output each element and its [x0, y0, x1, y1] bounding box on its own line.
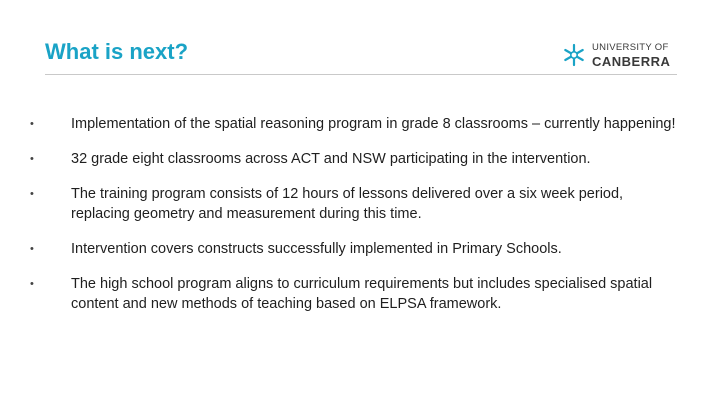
- bullet-marker: •: [30, 278, 34, 290]
- bullet-text: Intervention covers constructs successfully implemented in Primary Schools.: [71, 241, 562, 257]
- bullet-item: [30, 114, 680, 134]
- slide-title: What is next?: [45, 39, 189, 64]
- bullet-marker: •: [30, 118, 34, 130]
- logo-text-university-of: UNIVERSITY OF: [592, 42, 669, 53]
- logo-text-canberra: CANBERRA: [592, 54, 671, 69]
- bullet-marker: •: [30, 243, 34, 255]
- snowflake-star-icon: [562, 43, 586, 67]
- bullet-item: [30, 149, 680, 169]
- bullet-item: [30, 184, 680, 224]
- bullet-text: The training program consists of 12 hours of lessons delivered over a six week period, replacing geometry and measurement during this time.: [71, 186, 624, 222]
- bullet-marker: •: [30, 188, 34, 200]
- bullet-item: [30, 239, 680, 259]
- bullet-marker: •: [30, 153, 34, 165]
- bullet-item: [30, 274, 680, 314]
- title-divider: [45, 74, 677, 75]
- bullet-text: Implementation of the spatial reasoning program in grade 8 classrooms – currently happening!: [71, 116, 676, 132]
- university-logo: [562, 40, 680, 70]
- bullet-text: 32 grade eight classrooms across ACT and NSW participating in the intervention.: [71, 151, 591, 167]
- bullet-list: [30, 114, 680, 329]
- bullet-text: The high school program aligns to curriculum requirements but includes specialised spatial content and new methods of teaching based on ELPSA framework.: [71, 276, 653, 312]
